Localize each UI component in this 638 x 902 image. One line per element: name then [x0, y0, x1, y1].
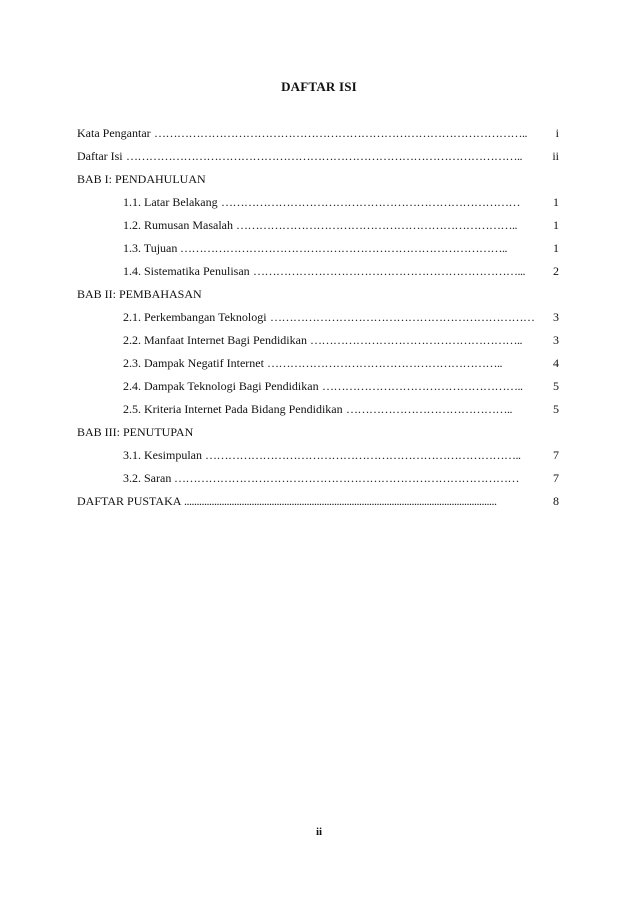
toc-entry-leader: …………………………………………………………… — [270, 310, 535, 324]
toc-entry-leader: …………………………………………….. — [322, 379, 523, 393]
toc-entry-leader: ………………………………………………………………………………………….. — [126, 149, 522, 163]
toc-entry — [77, 148, 559, 171]
toc-entry-label: BAB I: PENDAHULUAN — [77, 172, 206, 186]
toc-entry-page-number: 5 — [553, 379, 559, 393]
toc-chapter-heading — [77, 171, 559, 194]
toc-entry-label: 2.1. Perkembangan Teknologi — [123, 310, 267, 324]
toc-entry-label: 1.2. Rumusan Masalah — [123, 218, 233, 232]
toc-entry-page-number: 7 — [553, 471, 559, 485]
toc-entry-leader: …………………………………………………….. — [267, 356, 502, 370]
toc-entry-leader: …………………………………………………………………………………….. — [154, 126, 527, 140]
toc-entry — [77, 493, 559, 516]
toc-entry-page-number: 2 — [553, 264, 559, 278]
toc-entry-page-number: 7 — [553, 448, 559, 462]
toc-entry-page-number: i — [555, 126, 559, 140]
toc-entry-page-number: 8 — [553, 494, 559, 508]
toc-entry — [123, 263, 559, 286]
toc-entry-label: Kata Pengantar — [77, 126, 151, 140]
toc-entry-label: 3.2. Saran — [123, 471, 172, 485]
toc-entry — [123, 240, 559, 263]
page-title: DAFTAR ISI — [281, 79, 357, 94]
toc-entry-label: Daftar Isi — [77, 149, 123, 163]
toc-entry-page-number: ii — [552, 149, 559, 163]
toc-entry-label: 2.3. Dampak Negatif Internet — [123, 356, 264, 370]
toc-entry-page-number: 1 — [553, 241, 559, 255]
toc-entry-leader: ……………………………………………………………………….. — [205, 448, 521, 462]
toc-entry-label: 1.1. Latar Belakang — [123, 195, 218, 209]
toc-entry-leader: …………………………………….. — [346, 402, 512, 416]
toc-entry-page-number: 1 — [553, 218, 559, 232]
toc-entry-label: BAB II: PEMBAHASAN — [77, 287, 202, 301]
toc-entry — [123, 447, 559, 470]
toc-entry-leader: ……………………………………………….. — [310, 333, 522, 347]
toc-entry — [77, 125, 559, 148]
toc-entry — [123, 378, 559, 401]
page-number: ii — [315, 826, 323, 838]
toc-entry-label: 1.4. Sistematika Penulisan — [123, 264, 250, 278]
toc-entry-leader: ............................................................................................................................. — [184, 494, 497, 508]
toc-entry — [123, 470, 559, 493]
toc-entry — [123, 309, 559, 332]
toc-entry-leader: …………………………………………………………………… — [221, 195, 520, 209]
toc-entry-leader: ……………………………………………………………... — [253, 264, 525, 278]
toc-entry-label: 3.1. Kesimpulan — [123, 448, 202, 462]
toc-entry-leader: ………………………………………………………………………….. — [180, 241, 507, 255]
toc-entry-label: 1.3. Tujuan — [123, 241, 178, 255]
table-of-contents — [77, 125, 559, 516]
toc-entry — [123, 217, 559, 240]
toc-entry-page-number: 1 — [553, 195, 559, 209]
toc-chapter-heading — [77, 286, 559, 309]
toc-entry-page-number: 3 — [553, 333, 559, 347]
toc-entry — [123, 194, 559, 217]
toc-entry — [123, 355, 559, 378]
toc-chapter-heading — [77, 424, 559, 447]
toc-entry-label: 2.5. Kriteria Internet Pada Bidang Pendidikan — [123, 402, 343, 416]
toc-entry — [123, 401, 559, 424]
toc-entry-page-number: 5 — [553, 402, 559, 416]
toc-entry — [123, 332, 559, 355]
toc-entry-page-number: 4 — [553, 356, 559, 370]
toc-entry-leader: ……………………………………………………………….. — [236, 218, 517, 232]
toc-entry-page-number: 3 — [553, 310, 559, 324]
toc-entry-label: 2.2. Manfaat Internet Bagi Pendidikan — [123, 333, 307, 347]
toc-entry-label: 2.4. Dampak Teknologi Bagi Pendidikan — [123, 379, 319, 393]
toc-entry-label: BAB III: PENUTUPAN — [77, 425, 194, 439]
toc-entry-label: DAFTAR PUSTAKA — [77, 494, 182, 508]
toc-entry-leader: ……………………………………………………………………………… — [174, 471, 519, 485]
